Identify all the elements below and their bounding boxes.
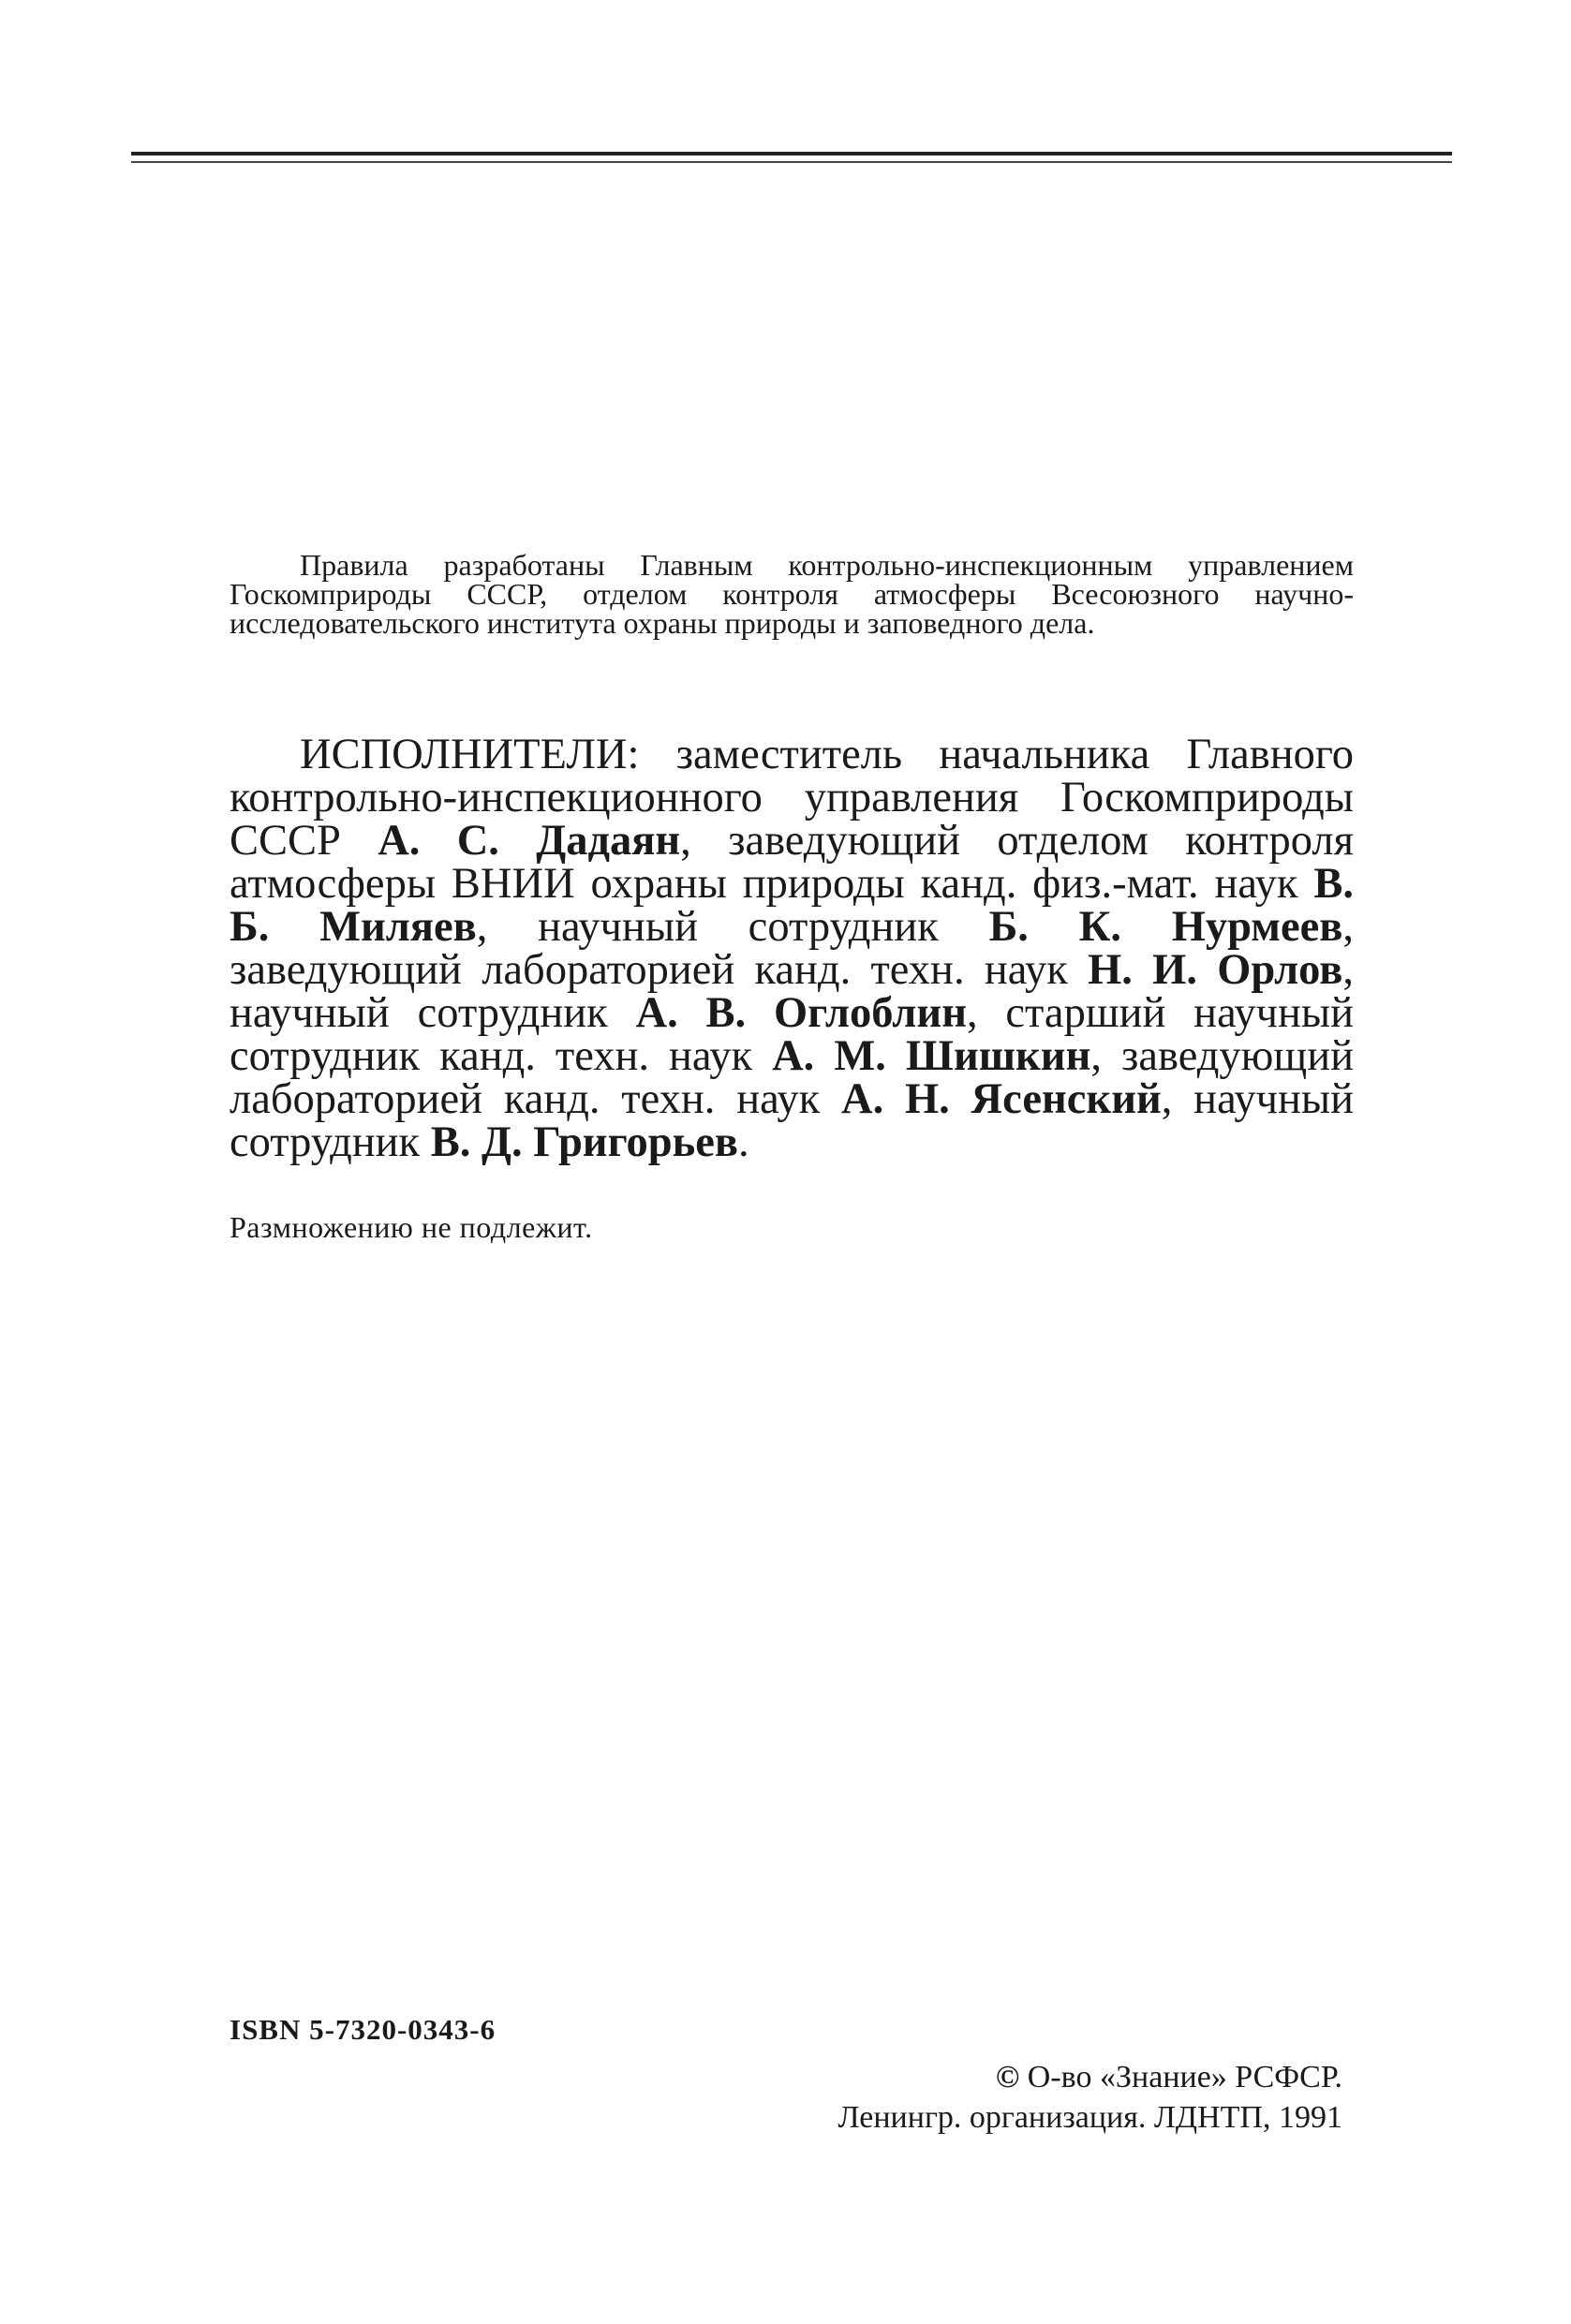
copyright-block	[837, 2057, 1342, 2138]
executors-lead: ИСПОЛНИТЕЛИ: заместитель начальника Главного контрольно-инспекционного управления Госкомприроды СССР	[230, 731, 1354, 865]
executor-name: Н. И. Орлов	[1088, 946, 1343, 994]
executors-end: .	[738, 1118, 749, 1166]
credits-paragraph	[230, 548, 1354, 640]
executor-name: В. Б. Миляев	[230, 860, 1354, 951]
isbn: ISBN 5-7320-0343-6	[230, 2013, 496, 2046]
executor-role: , научный сотрудник	[230, 1075, 1354, 1166]
copyright-publisher: О-во «Знание» РСФСР.	[1019, 2060, 1342, 2095]
executors-text	[230, 733, 1354, 1164]
executor-name: А. С. Дадаян	[378, 817, 681, 865]
executors-paragraph	[230, 733, 1354, 1164]
executor-name: В. Д. Григорьев	[430, 1118, 739, 1166]
executor-role: , старший научный сотрудник канд. техн. наук	[230, 989, 1354, 1080]
executor-role: , заведующий отделом контроля атмосферы ВНИИ охраны природы канд. физ.-мат. наук	[230, 817, 1354, 908]
copyright-line-1	[837, 2057, 1342, 2097]
executor-role: , заведующий лабораторией канд. техн. наук	[230, 903, 1355, 994]
top-rule-thin	[131, 161, 1452, 163]
copyright-icon: ©	[995, 2060, 1020, 2095]
executor-name: А. Н. Ясенский	[840, 1075, 1162, 1123]
executor-name: А. В. Оглоблин	[635, 989, 967, 1037]
executor-role: , научный сотрудник	[476, 903, 989, 951]
executor-name: А. М. Шишкин	[772, 1032, 1091, 1080]
credits-text: Правила разработаны Главным контрольно-инспекционным управлением Госкомприроды СССР, отделом контроля атмосферы Всесоюзного научно-исследовательского института охраны природы и заповедного дела.	[230, 548, 1354, 640]
executor-role: , заведующий лабораторией канд. техн. наук	[230, 1032, 1354, 1123]
executor-role: , научный сотрудник	[230, 946, 1354, 1037]
copyright-line-2: Ленингр. организация. ЛДНТП, 1991	[837, 2100, 1342, 2135]
executor-name: Б. К. Нурмеев	[988, 903, 1343, 951]
reproduction-notice: Размножению не подлежит.	[230, 1210, 593, 1244]
top-rule	[131, 152, 1452, 155]
